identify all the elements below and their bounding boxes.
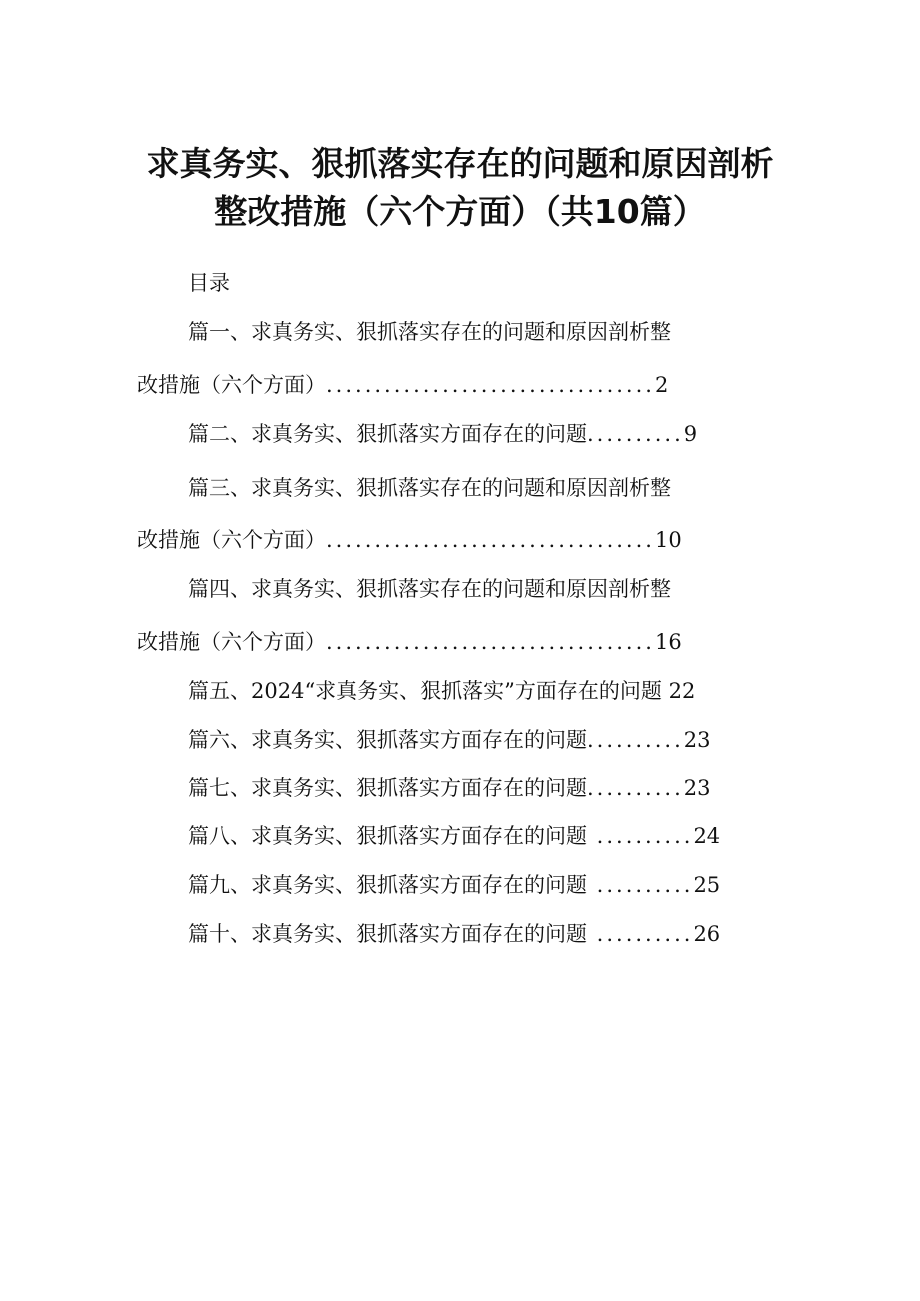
toc-leader-dots: .......... <box>587 873 694 897</box>
toc-page-number: 10 <box>654 528 682 552</box>
toc-entry-4-continuation[interactable] <box>137 628 682 656</box>
document-title-line-2: 整改措施（六个方面）（共10篇） <box>214 192 706 231</box>
toc-leader-dots: .......... <box>587 728 684 752</box>
toc-entry-1-title[interactable]: 篇一、求真务实、狠抓落实存在的问题和原因剖析整 <box>188 320 671 344</box>
toc-entry-text: 篇八、求真务实、狠抓落实方面存在的问题 <box>188 824 587 848</box>
toc-heading: 目录 <box>188 271 230 295</box>
toc-entry-text: 篇九、求真务实、狠抓落实方面存在的问题 <box>188 873 587 897</box>
toc-entry-9[interactable] <box>188 871 720 899</box>
toc-entry-text: 篇五、2024“求真务实、狠抓落实”方面存在的问题 <box>188 679 662 703</box>
toc-entry-text: 篇二、求真务实、狠抓落实方面存在的问题 <box>188 422 587 446</box>
toc-leader-dots: .......... <box>587 922 694 946</box>
toc-entry-4-title[interactable]: 篇四、求真务实、狠抓落实存在的问题和原因剖析整 <box>188 577 671 601</box>
toc-entry-8[interactable] <box>188 822 720 850</box>
toc-entry-6[interactable] <box>188 726 711 754</box>
toc-page-number: 23 <box>683 776 711 800</box>
toc-entry-7[interactable] <box>188 774 711 802</box>
toc-leader-dots: .......... <box>587 824 694 848</box>
toc-leader-dots: .................................. <box>326 630 655 654</box>
toc-entry-3-title[interactable]: 篇三、求真务实、狠抓落实存在的问题和原因剖析整 <box>188 476 671 500</box>
toc-leader-dots: .................................. <box>326 373 655 397</box>
toc-entry-5[interactable] <box>188 677 695 705</box>
toc-entry-text: 改措施（六个方面） <box>137 630 326 654</box>
toc-leader-dots: .......... <box>587 422 684 446</box>
toc-entry-text: 改措施（六个方面） <box>137 528 326 552</box>
toc-entry-text: 篇六、求真务实、狠抓落实方面存在的问题 <box>188 728 587 752</box>
toc-page-number: 24 <box>693 824 721 848</box>
toc-entry-10[interactable] <box>188 920 720 948</box>
toc-page-number: 16 <box>654 630 682 654</box>
toc-entry-1-continuation[interactable] <box>137 371 668 399</box>
document-title-line-1: 求真务实、狠抓落实存在的问题和原因剖析 <box>146 144 774 183</box>
toc-page-number: 2 <box>654 373 669 397</box>
toc-entry-text: 改措施（六个方面） <box>137 373 326 397</box>
toc-page-number: 9 <box>683 422 698 446</box>
toc-page-number: 23 <box>683 728 711 752</box>
toc-entry-text: 篇七、求真务实、狠抓落实方面存在的问题 <box>188 776 587 800</box>
toc-entry-text: 篇十、求真务实、狠抓落实方面存在的问题 <box>188 922 587 946</box>
toc-entry-2[interactable] <box>188 420 697 448</box>
toc-page-number: 22 <box>668 679 696 703</box>
toc-leader-dots: .................................. <box>326 528 655 552</box>
toc-page-number: 25 <box>693 873 721 897</box>
toc-entry-3-continuation[interactable] <box>137 526 682 554</box>
toc-leader-dots: .......... <box>587 776 684 800</box>
toc-page-number: 26 <box>693 922 721 946</box>
